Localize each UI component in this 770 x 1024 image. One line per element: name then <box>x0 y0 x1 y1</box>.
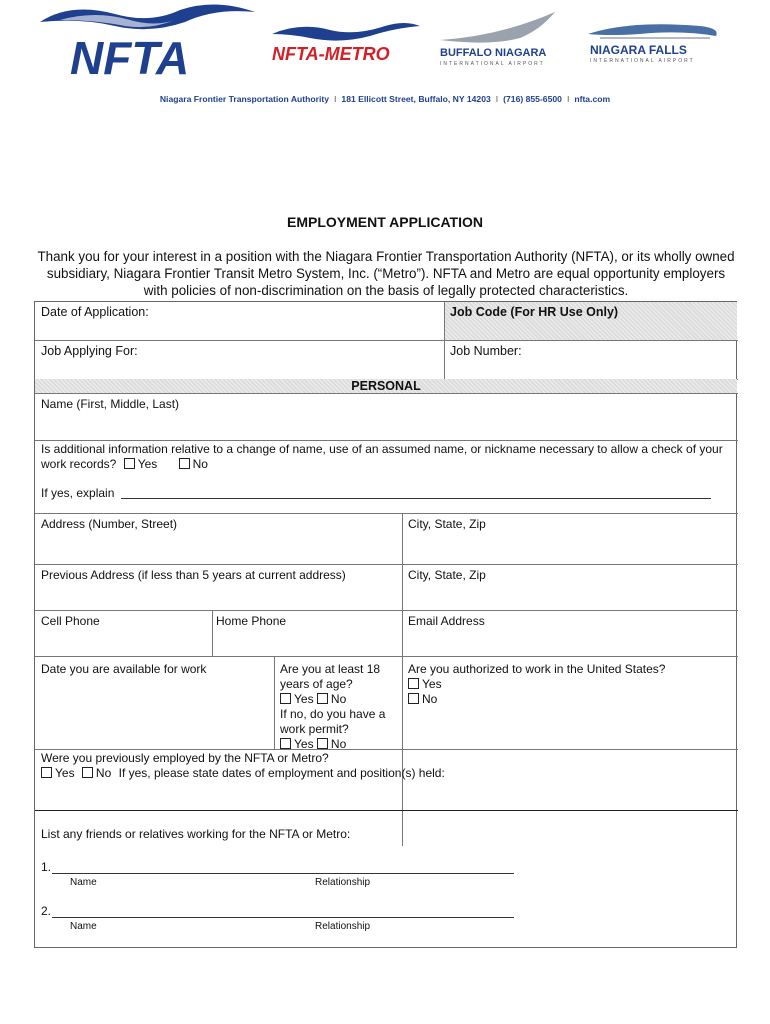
permit-no-checkbox[interactable] <box>317 738 328 749</box>
relative-1-name-label: Name <box>70 877 97 888</box>
home-phone-label: Home Phone <box>216 614 287 628</box>
email-label: Email Address <box>408 614 485 628</box>
application-form <box>34 301 737 948</box>
yes-label: Yes <box>137 457 158 471</box>
divider <box>35 393 738 394</box>
name-label: Name (First, Middle, Last) <box>41 397 180 411</box>
permit-yes-checkbox[interactable] <box>280 738 291 749</box>
divider <box>35 610 738 611</box>
previous-city-state-zip-label: City, State, Zip <box>408 568 486 582</box>
authorized-no <box>408 692 733 707</box>
divider <box>212 610 213 656</box>
header-logos <box>0 0 770 90</box>
previously-employed-no-checkbox[interactable] <box>82 767 93 778</box>
relative-2-relationship-label: Relationship <box>315 921 371 932</box>
personal-section-header: PERSONAL <box>351 379 421 393</box>
job-applying-for-label: Job Applying For: <box>41 344 138 358</box>
relative-1-relationship-label: Relationship <box>315 877 371 888</box>
additional-info-no-checkbox[interactable] <box>179 458 190 469</box>
svg-text:NIAGARA FALLS: NIAGARA FALLS <box>590 43 687 57</box>
divider <box>274 656 275 749</box>
no-label: No <box>95 766 112 780</box>
authorized-no-checkbox[interactable] <box>408 693 419 704</box>
yes-label: Yes <box>294 692 314 706</box>
previous-address-field[interactable] <box>43 583 398 607</box>
svg-text:NFTA-METRO: NFTA-METRO <box>272 44 390 64</box>
yes-label: Yes <box>422 677 442 691</box>
email-field[interactable] <box>410 629 732 653</box>
no-label: No <box>330 692 347 706</box>
home-phone-field[interactable] <box>218 629 398 653</box>
previously-employed-question: Were you previously employed by the NFTA or Metro? <box>41 751 329 765</box>
previous-address-label: Previous Address (if less than 5 years at current address) <box>41 568 346 582</box>
age-question <box>280 662 398 752</box>
buffalo-niagara-logo <box>440 12 555 67</box>
age-answer <box>280 692 398 707</box>
name-field[interactable] <box>43 412 731 438</box>
svg-text:INTERNATIONAL AIRPORT: INTERNATIONAL AIRPORT <box>440 61 545 67</box>
niagara-falls-logo <box>588 24 717 64</box>
authorized-yes-checkbox[interactable] <box>408 678 419 689</box>
age-no-checkbox[interactable] <box>317 693 328 704</box>
date-available-label: Date you are available for work <box>41 662 207 676</box>
age-question-line-2: years of age? <box>280 677 353 691</box>
previously-employed-yes-checkbox[interactable] <box>41 767 52 778</box>
org-street: 181 Ellicott Street, Buffalo, NY 14203 <box>341 94 491 104</box>
job-applying-for-field[interactable] <box>43 357 438 377</box>
svg-text:BUFFALO NIAGARA: BUFFALO NIAGARA <box>440 47 547 59</box>
page-title: EMPLOYMENT APPLICATION <box>287 214 483 230</box>
address-label: Address (Number, Street) <box>41 517 178 531</box>
cell-phone-field[interactable] <box>43 629 208 653</box>
city-state-zip-label: City, State, Zip <box>408 517 486 531</box>
org-name: Niagara Frontier Transportation Authority <box>159 94 330 104</box>
no-label: No <box>422 692 438 706</box>
permit-question-line-1: If no, do you have a <box>280 707 386 721</box>
friends-relatives-label: List any friends or relatives working for the NFTA or Metro: <box>41 827 351 841</box>
divider <box>35 810 738 811</box>
svg-text:NFTA: NFTA <box>70 32 190 84</box>
intro-paragraph: Thank you for your interest in a position with the Niagara Frontier Transportation Authority (NFTA), or its wholly owned subsidiary, Niagara Frontier Transit Metro System, Inc. (“Metro”). NFTA and Metro are equal opportunity employers with policies of non-discrimination on the basis of legally protected characteristics. <box>37 249 735 298</box>
previous-city-state-zip-field[interactable] <box>410 583 732 607</box>
previously-employed-answer <box>41 766 445 781</box>
relative-2-line[interactable] <box>52 917 514 918</box>
additional-info-text: Is additional information relative to a change of name, use of an assumed name, or nickname necessary to allow a check of your work records? <box>41 442 723 471</box>
divider <box>35 440 738 441</box>
logo-strip <box>0 0 770 90</box>
relative-1-number: 1. <box>41 860 52 874</box>
no-label: No <box>330 737 347 751</box>
authorized-question-text: Are you authorized to work in the United States? <box>408 662 666 676</box>
date-of-application-label: Date of Application: <box>41 305 149 319</box>
additional-info-yes-checkbox[interactable] <box>124 458 135 469</box>
authorized-yes <box>408 677 733 692</box>
if-yes-explain-label: If yes, explain <box>41 486 115 500</box>
date-of-application-field[interactable] <box>43 317 438 337</box>
age-yes-checkbox[interactable] <box>280 693 291 704</box>
nfta-metro-logo <box>272 23 420 64</box>
address-field[interactable] <box>43 532 398 560</box>
divider <box>35 564 738 565</box>
divider <box>35 656 738 657</box>
job-code-label: Job Code (For HR Use Only) <box>450 305 619 319</box>
org-phone: (716) 855-6500 <box>503 94 562 104</box>
previously-employed-dates-label: If yes, please state dates of employment and position(s) held: <box>118 766 445 780</box>
age-question-line-1: Are you at least 18 <box>280 662 381 676</box>
city-state-zip-field[interactable] <box>410 532 732 560</box>
permit-question-line-2: work permit? <box>280 722 349 736</box>
no-label: No <box>192 457 208 471</box>
job-number-field[interactable] <box>450 357 732 377</box>
yes-label: Yes <box>294 737 314 751</box>
cell-phone-label: Cell Phone <box>41 614 100 628</box>
nfta-logo <box>40 4 255 84</box>
relative-2-name-label: Name <box>70 921 97 932</box>
separator: I <box>334 94 337 104</box>
relative-2-number: 2. <box>41 904 52 918</box>
org-website: nfta.com <box>574 94 611 104</box>
svg-text:INTERNATIONAL AIRPORT: INTERNATIONAL AIRPORT <box>590 58 695 64</box>
divider <box>35 749 738 750</box>
previously-employed-field[interactable] <box>43 782 731 806</box>
date-available-field[interactable] <box>43 678 269 738</box>
divider <box>35 340 738 341</box>
separator: I <box>495 94 499 104</box>
relative-1-line[interactable] <box>52 873 514 874</box>
authorized-question <box>408 662 733 707</box>
job-number-label: Job Number: <box>450 344 522 358</box>
additional-info-question <box>41 442 733 472</box>
divider <box>35 513 738 514</box>
separator: I <box>566 94 570 104</box>
yes-label: Yes <box>55 766 75 780</box>
address-bar <box>0 94 770 104</box>
explain-underline[interactable] <box>121 498 711 499</box>
